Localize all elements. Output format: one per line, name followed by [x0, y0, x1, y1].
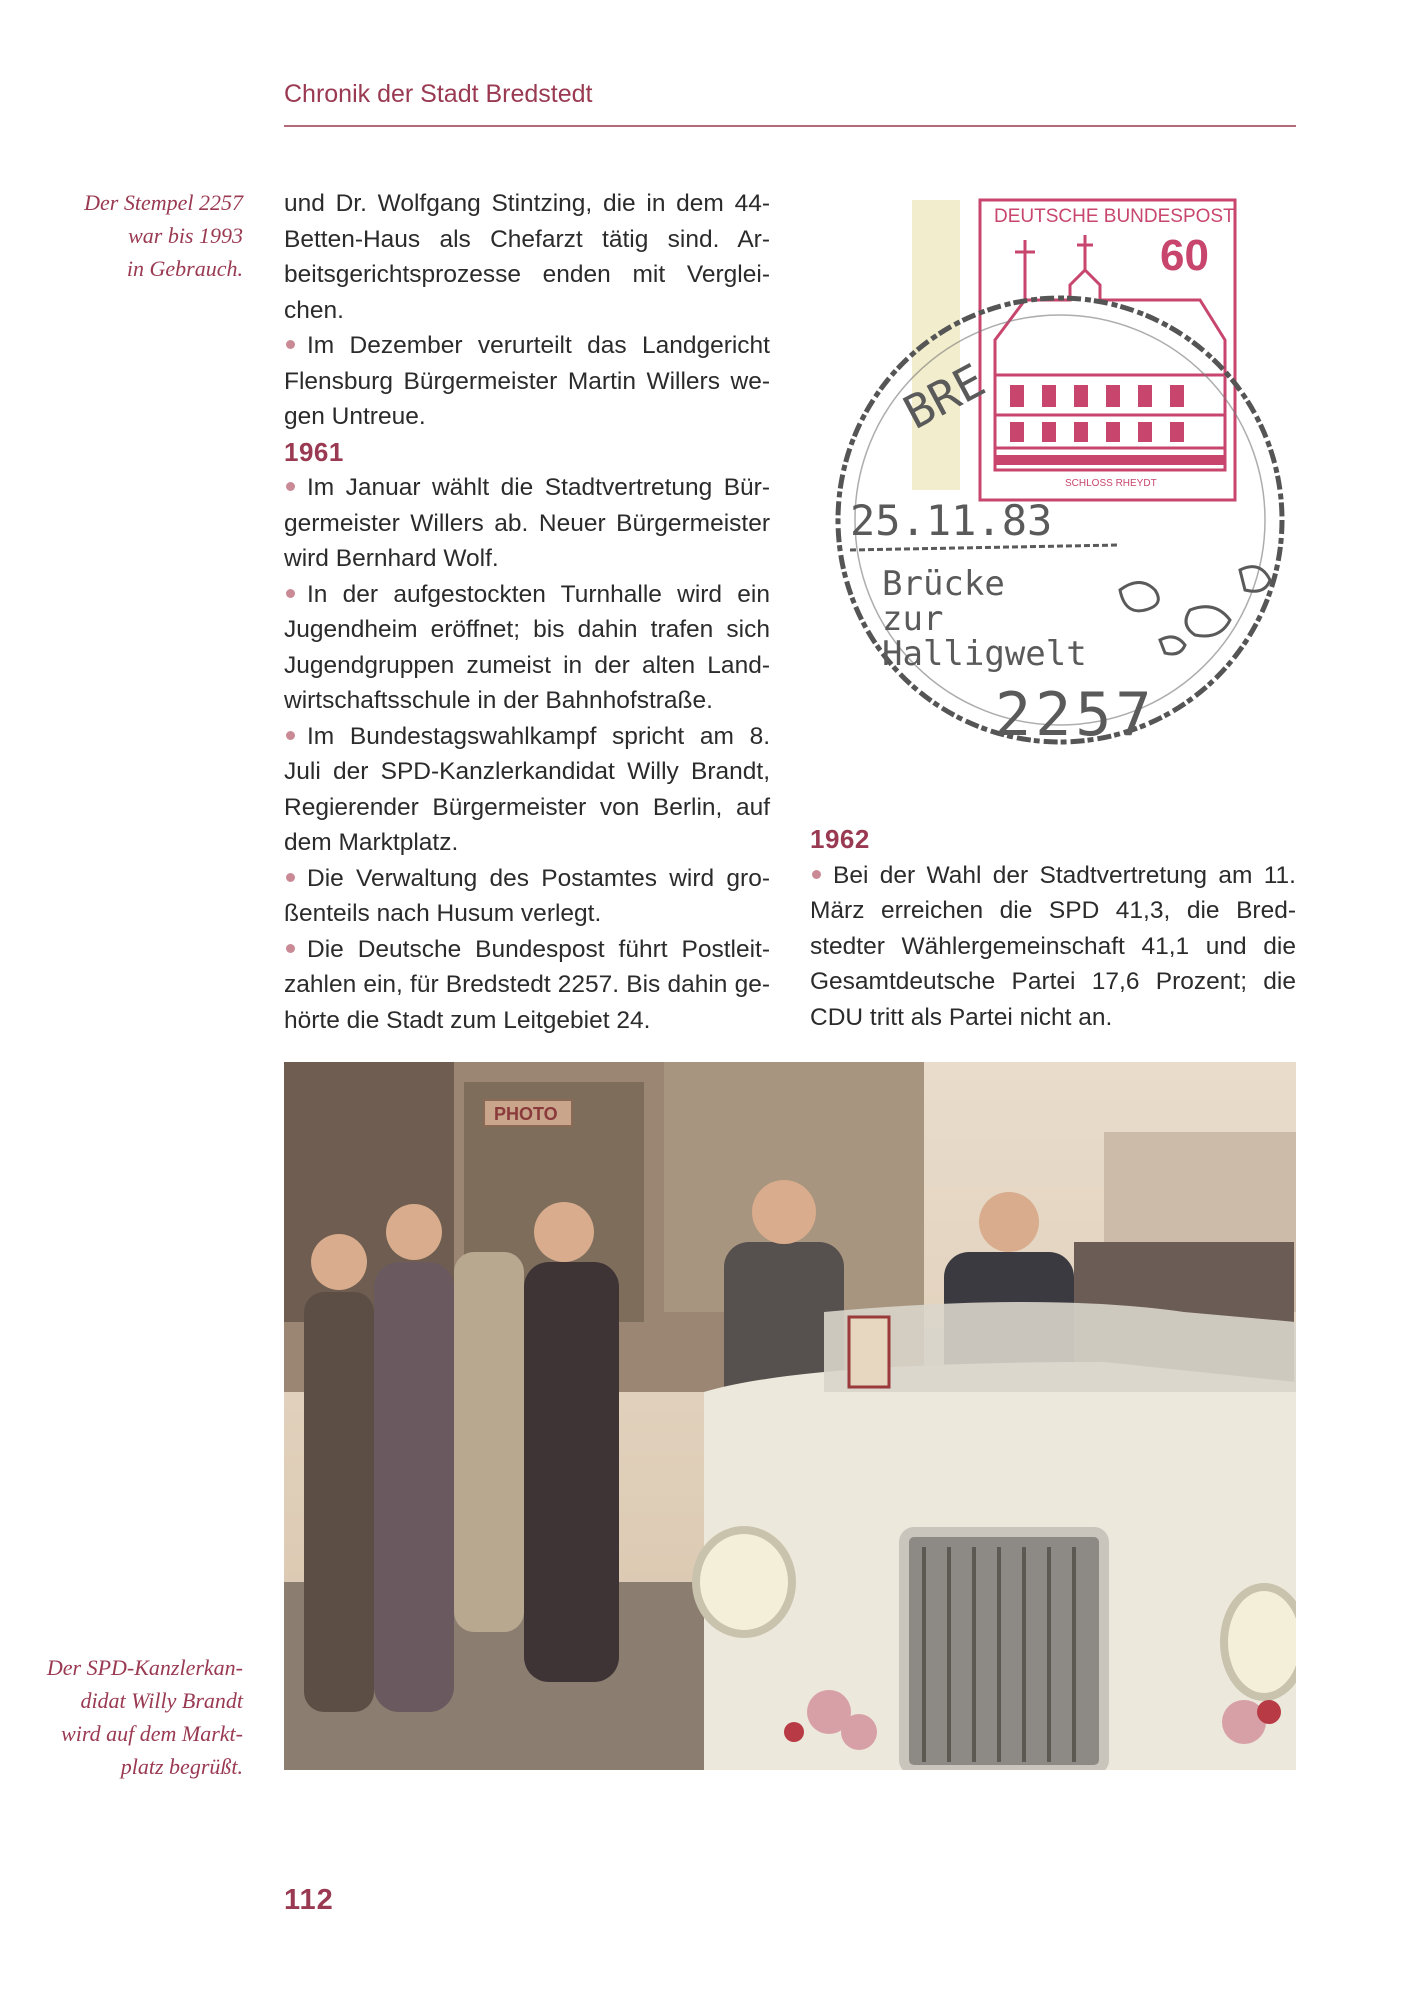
caption-line: in Gebrauch.: [126, 256, 243, 281]
right-text-column: [810, 822, 1296, 1035]
entry-text: Die Deutsche Bundespost führt Postleitzahlen ein, für Bredstedt 2257. Bis dahin gehörte die Stadt zum Leitgebiet 24.: [284, 935, 770, 1034]
entry-text: Im Dezember verurteilt das Landgericht Flensburg Bürgermeister Martin Willers wegen Untreue.: [284, 332, 770, 430]
left-text-column: [284, 186, 770, 1038]
bullet-icon: [286, 482, 295, 491]
caption-line: war bis 1993: [128, 223, 243, 248]
stamp-issuer: DEUTSCHE BUNDESPOST: [994, 206, 1235, 227]
year-heading-1962: 1962: [810, 824, 870, 854]
entry-paragraph: [284, 328, 770, 435]
photo-caption: [43, 1651, 243, 1783]
caption-line: wird auf dem Markt-: [61, 1721, 243, 1746]
page-number: 112: [284, 1884, 334, 1916]
bullet-icon: [286, 944, 295, 953]
running-head: Chronik der Stadt Bredstedt: [284, 80, 593, 108]
bullet-icon: [286, 340, 295, 349]
postmark-code: 2257: [995, 680, 1156, 750]
postmark-date: 25.11.83: [850, 496, 1053, 545]
year-heading-1961: 1961: [284, 436, 344, 467]
entry-paragraph: [284, 577, 770, 719]
photo-shop-sign: PHOTO: [494, 1104, 558, 1124]
header-rule: [284, 125, 1296, 127]
photo-figure: [284, 1062, 1296, 1770]
stamp-building-caption: SCHLOSS RHEYDT: [1065, 478, 1157, 489]
stamp-value: 60: [1160, 231, 1209, 280]
postage-stamp-image: [820, 190, 1300, 790]
stamp-caption: [43, 186, 243, 285]
stamp-figure: [820, 190, 1300, 790]
entry-paragraph: [284, 932, 770, 1039]
entry-text: Bei der Wahl der Stadtvertretung am 11. März erreichen die SPD 41,3, die Bredstedter Wählergemeinschaft 41,1 und die Gesamtdeutsche Partei 17,6 Prozent; die CDU tritt als Partei nicht an.: [810, 861, 1296, 1031]
bullet-icon: [812, 870, 821, 879]
entry-paragraph: [284, 470, 770, 577]
continuation-paragraph: und Dr. Wolfgang Stintzing, die in dem 44-Betten-Haus als Chefarzt tätig sind. Arbeitsgerichtsprozesse enden mit Vergleichen.: [284, 190, 770, 324]
postmark-slogan-line: Halligwelt: [882, 634, 1087, 674]
entry-paragraph: [284, 861, 770, 932]
postmark-slogan-line: zur: [882, 599, 944, 639]
street-scene-photo: [284, 1062, 1296, 1770]
entry-text: Im Januar wählt die Stadtvertretung Bürgermeister Willers ab. Neuer Bürgermeister wird Bernhard Wolf.: [284, 474, 770, 572]
caption-line: Der Stempel 2257: [84, 190, 243, 215]
entry-text: In der aufgestockten Turnhalle wird ein Jugendheim eröffnet; bis dahin trafen sich Jugendgruppen zumeist in der alten Landwirtschaftsschule in der Bahnhofstraße.: [284, 580, 770, 714]
entry-text: Die Verwaltung des Postamtes wird großenteils nach Husum verlegt.: [284, 864, 770, 927]
postmark-slogan-line: Brücke: [882, 564, 1005, 604]
caption-line: didat Willy Brandt: [80, 1688, 243, 1713]
postmark-town: BRE: [894, 353, 994, 440]
caption-line: Der SPD-Kanzlerkan-: [46, 1655, 243, 1680]
bullet-icon: [286, 873, 295, 882]
caption-line: platz begrüßt.: [120, 1754, 243, 1779]
entry-paragraph: [810, 858, 1296, 1036]
bullet-icon: [286, 731, 295, 740]
entry-paragraph: [284, 719, 770, 861]
entry-text: Im Bundestagswahlkampf spricht am 8. Juli der SPD-Kanzlerkandidat Willy Brandt, Regierender Bürgermeister von Berlin, auf dem Marktplatz.: [284, 722, 770, 856]
bullet-icon: [286, 589, 295, 598]
